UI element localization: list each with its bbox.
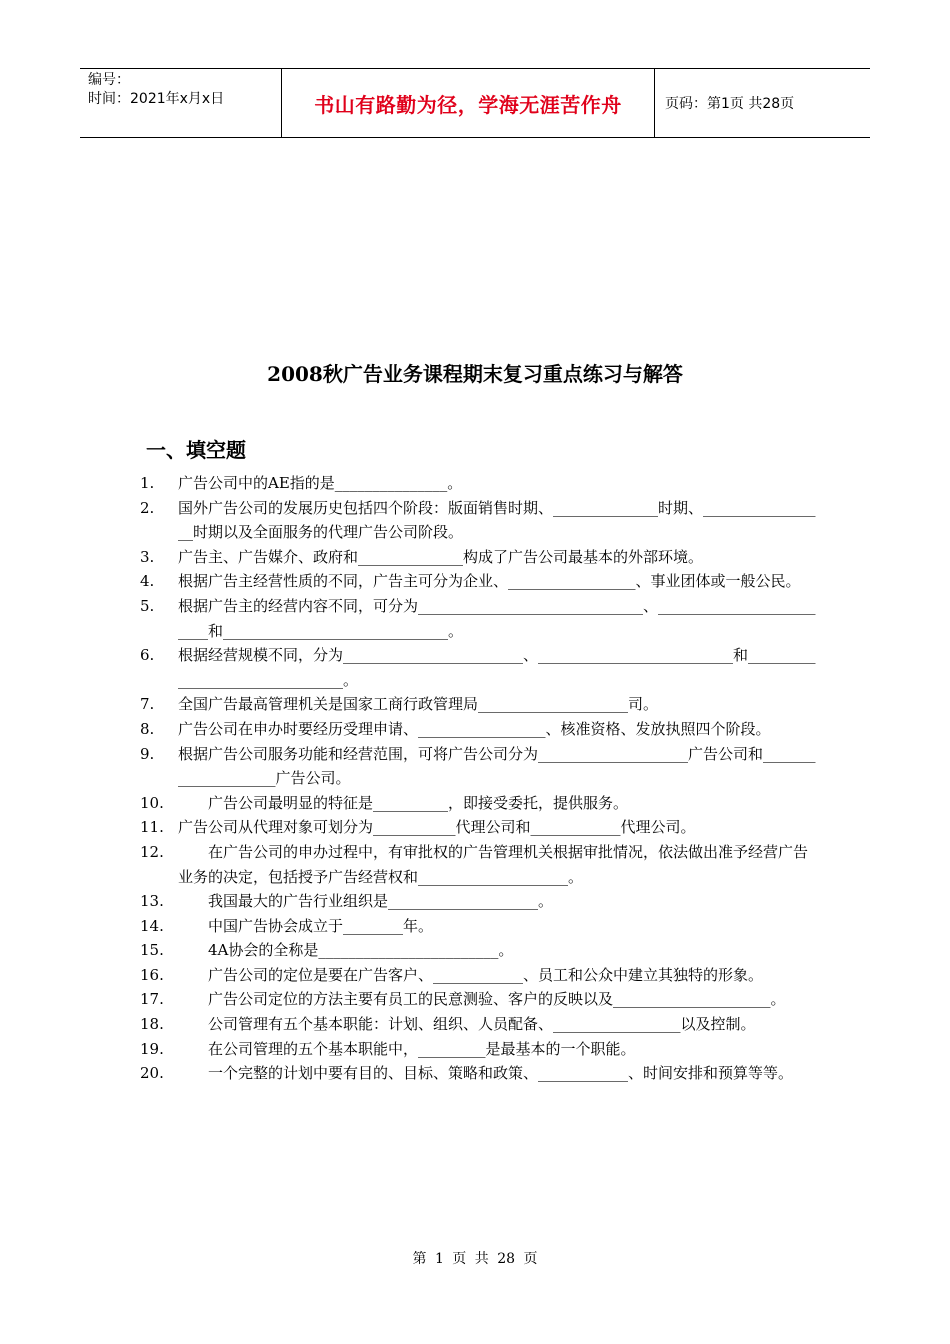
question-item [140,496,820,545]
question-text: 全国广告最高管理机关是国家工商行政管理局____________________司。 [178,695,659,714]
question-text: 中国广告协会成立于________年。 [178,916,434,935]
page-info: 页码：第1页 共28页 [665,96,795,112]
question-item [140,594,820,643]
question-item [140,471,820,496]
question-item [140,1061,820,1086]
question-text: 公司管理有五个基本职能：计划、组织、人员配备、_________________以及控制。 [178,1015,756,1034]
question-number: 1. [140,474,155,492]
question-item [140,914,820,939]
question-number: 5. [140,596,155,615]
question-number: 18. [140,1015,164,1034]
header-motto-cell [282,69,655,137]
question-text: 在公司管理的五个基本职能中，_________是最基本的一个职能。 [178,1039,636,1058]
question-item [140,791,820,816]
question-number: 4. [140,572,155,591]
question-item [140,692,820,717]
question-number: 2. [140,498,155,517]
question-list [140,471,820,1086]
question-text: 广告公司最明显的特征是__________，即接受委托，提供服务。 [178,793,629,812]
question-item [140,889,820,914]
question-text: 一个完整的计划中要有目的、目标、策略和政策、____________、时间安排和预算等等。 [178,1064,794,1083]
page-footer: 第 1 页 共 28 页 [412,1251,538,1267]
question-number: 14. [140,916,164,935]
question-text: 广告公司从代理对象可划分为___________代理公司和____________代理公司。 [178,818,696,837]
question-number: 16. [140,965,164,984]
question-text: 广告公司定位的方法主要有员工的民意测验、客户的反映以及_____________________。 [178,990,786,1009]
question-item [140,987,820,1012]
question-number: 12. [140,842,164,861]
question-item [140,840,820,889]
question-number: 17. [140,990,164,1009]
question-item [140,938,820,963]
question-text: 4A协会的全称是________________________。 [178,941,514,960]
question-item [140,1037,820,1062]
question-text: 广告公司在申办时要经历受理申请、_________________、核准资格、发放执照四个阶段。 [178,719,771,738]
question-number: 10. [140,793,164,812]
question-text: 国外广告公司的发展历史包括四个阶段：版面销售时期、______________时期、_________________时期以及全面服务的代理广告公司阶段。 [178,498,816,542]
question-number: 7. [140,695,155,714]
document-title: 2008秋广告业务课程期末复习重点练习与解答 [267,362,683,386]
question-text: 根据广告主经营性质的不同，广告主可分为企业、_________________、事业团体或一般公民。 [178,572,801,591]
question-number: 8. [140,719,155,738]
question-item [140,545,820,570]
question-number: 3. [140,547,155,566]
question-number: 9. [140,744,155,763]
motto: 书山有路勤为径，学海无涯苦作舟 [314,92,622,117]
question-text: 在广告公司的申办过程中，有审批权的广告管理机关根据审批情况，依法做出准予经营广告业务的决定，包括授予广告经营权和____________________。 [178,842,809,886]
question-item [140,643,820,692]
page-header [80,68,870,138]
header-page-cell [655,69,870,137]
question-text: 根据广告公司服务功能和经营范围，可将广告公司分为____________________广告公司和____________________广告公司。 [178,744,816,788]
question-number: 6. [140,646,155,665]
question-number: 13. [140,892,164,911]
question-item [140,742,820,791]
time-label: 时间：2021年x月x日 [88,91,225,107]
question-text: 广告公司的定位是要在广告客户、____________、员工和公众中建立其独特的形象。 [178,965,764,984]
question-number: 11. [140,818,164,837]
question-number: 19. [140,1039,164,1058]
section-title: 一、填空题 [146,438,246,462]
question-text: 根据广告主的经营内容不同，可分为______________________________、_________________________和______________________________。 [178,596,816,640]
question-text: 我国最大的广告行业组织是____________________。 [178,892,554,911]
question-number: 15. [140,941,164,960]
question-text: 广告公司中的AE指的是_______________。 [178,474,463,492]
question-text: 广告主、广告媒介、政府和______________构成了广告公司最基本的外部环境。 [178,547,704,566]
code-label: 编号： [88,72,130,88]
question-item [140,963,820,988]
header-meta [80,69,282,137]
question-text: 根据经营规模不同，分为________________________、__________________________和_______________________________。 [178,646,816,689]
question-item [140,1012,820,1037]
question-item [140,569,820,594]
question-number: 20. [140,1064,164,1083]
question-item [140,717,820,742]
question-item [140,815,820,840]
